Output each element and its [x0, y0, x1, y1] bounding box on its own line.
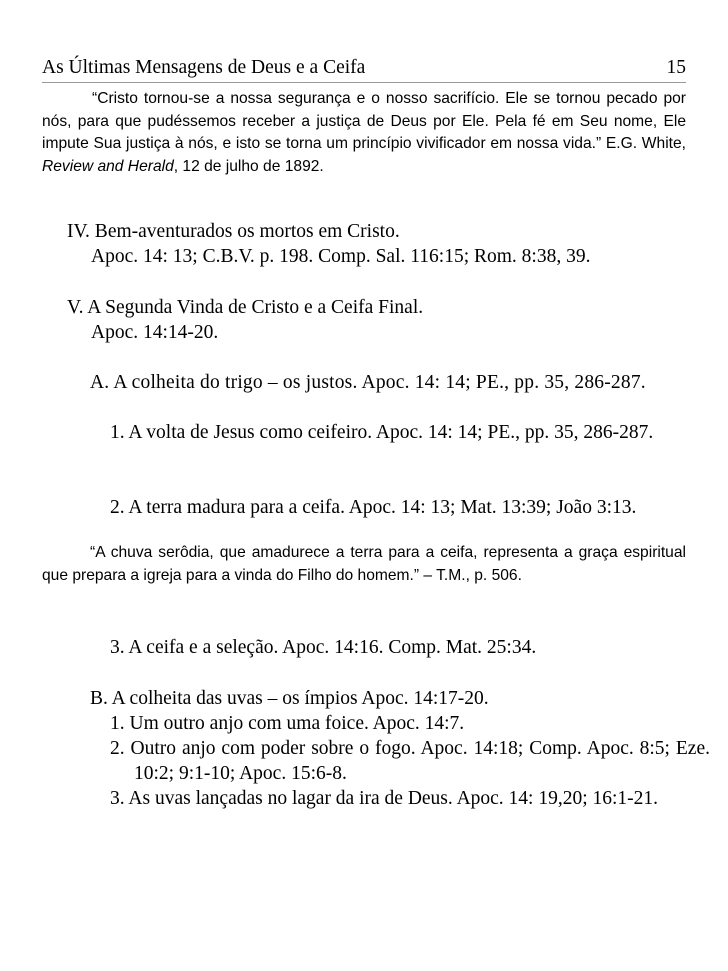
section-v-heading: V. A Segunda Vinda de Cristo e a Ceifa Final.	[67, 297, 424, 318]
subsection-b-item-2: 2. Outro anjo com poder sobre o fogo. Apoc. 14:18; Comp. Apoc. 8:5; Eze. 10:2; 9:1-10; Apoc. 15:6-8.	[110, 738, 710, 784]
quote-source-title: Review and Herald	[42, 158, 174, 176]
subsection-b: B. A colheita das uvas – os ímpios Apoc. 14:17-20.	[90, 688, 489, 709]
book-title: As Últimas Mensagens de Deus e a Ceifa	[42, 57, 366, 78]
running-header	[42, 57, 686, 85]
section-iv	[67, 219, 686, 269]
section-v	[67, 295, 686, 345]
subsection-b-item-3: 3. As uvas lançadas no lagar da ira de Deus. Apoc. 14: 19,20; 16:1-21.	[110, 788, 659, 809]
section-iv-references: Apoc. 14: 13; C.B.V. p. 198. Comp. Sal. 116:15; Rom. 8:38, 39.	[91, 246, 591, 267]
subsection-a: A. A colheita do trigo – os justos. Apoc. 14: 14; PE., pp. 35, 286-287.	[90, 372, 646, 393]
subsection-a-item-1: 1. A volta de Jesus como ceifeiro. Apoc. 14: 14; PE., pp. 35, 286-287.	[110, 422, 654, 443]
section-iv-heading: IV. Bem-aventurados os mortos em Cristo.	[67, 221, 400, 242]
quote-white-review	[42, 88, 686, 179]
section-v-references: Apoc. 14:14-20.	[91, 322, 219, 343]
quote-date: , 12 de julho de 1892.	[173, 158, 324, 176]
subsection-b-item-1: 1. Um outro anjo com uma foice. Apoc. 14:7.	[110, 713, 465, 734]
quote-chuva-seródia: “A chuva serôdia, que amadurece a terra para a ceifa, representa a graça espiritual que prepara a igreja para a vinda do Filho do homem.” – T.M., p. 506.	[42, 544, 686, 584]
quote-text: “Cristo tornou-se a nossa segurança e o nosso sacrifício. Ele se tornou pecado por nós, para que pudéssemos receber a justiça de Deus por Ele. Pela fé em Seu nome, Ele impute Sua justiça à nós, e isto se torna um princípio vivificador em nossa vida.” E.G. White,	[42, 90, 686, 153]
subsection-a-item-3: 3. A ceifa e a seleção. Apoc. 14:16. Comp. Mat. 25:34.	[110, 637, 537, 658]
subsection-a-item-2: 2. A terra madura para a ceifa. Apoc. 14: 13; Mat. 13:39; João 3:13.	[110, 497, 637, 518]
page-number: 15	[666, 57, 686, 78]
header-divider	[42, 82, 686, 83]
